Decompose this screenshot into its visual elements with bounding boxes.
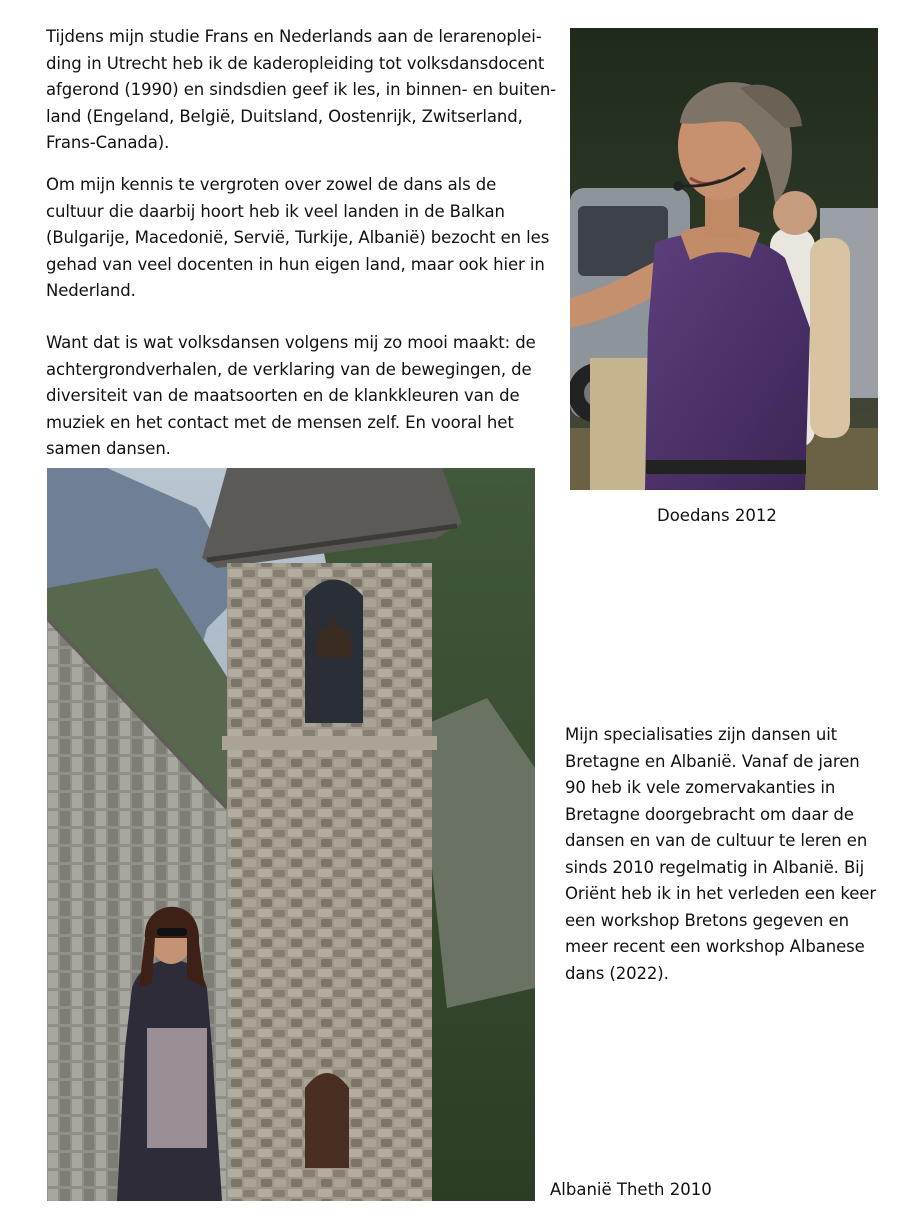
text-line: dans (2022).: [565, 963, 669, 983]
text-line: dansen en van de cultuur te leren en: [565, 831, 868, 850]
photo-theth: [47, 468, 535, 1201]
text-line: diversiteit van de maatsoorten en de klankkleuren van de: [46, 386, 520, 405]
text-line: achtergrondverhalen, de verklaring van de bewegingen, de: [46, 359, 532, 379]
photo-caption-doedans: Doedans 2012: [657, 506, 777, 525]
text-line: Frans-Canada).: [46, 133, 170, 152]
text-line: Want dat is wat volksdansen volgens mij zo mooi maakt: de: [46, 333, 536, 352]
text-line: Om mijn kennis te vergroten over zowel de dans als de: [46, 175, 497, 194]
text-line: cultuur die daarbij hoort heb ik veel landen in de Balkan: [46, 201, 505, 221]
photo-doedans: [570, 28, 878, 490]
text-line: Mijn specialisaties zijn dansen uit: [565, 725, 838, 744]
paragraph-specialisations: [565, 722, 900, 987]
paragraph-intro: [46, 24, 561, 157]
text-line: Tijdens mijn studie Frans en Nederlands aan de lerarenoplei-: [46, 27, 542, 46]
text-line: sinds 2010 regelmatig in Albanië. Bij: [565, 857, 865, 877]
bell-tower-illustration: [47, 468, 535, 1201]
text-line: land (Engeland, België, Duitsland, Oostenrijk, Zwitserland,: [46, 106, 523, 126]
photo-caption-theth: Albanië Theth 2010: [550, 1180, 712, 1199]
text-line: Bretagne en Albanië. Vanaf de jaren: [565, 751, 860, 771]
paragraph-balkan: [46, 172, 561, 305]
text-line: Oriënt heb ik in het verleden een keer: [565, 884, 877, 903]
text-line: muziek en het contact met de mensen zelf. En vooral het: [46, 412, 514, 432]
text-line: ding in Utrecht heb ik de kaderopleiding tot volksdansdocent: [46, 53, 545, 73]
text-line: Bretagne doorgebracht om daar de: [565, 804, 854, 824]
text-line: samen dansen.: [46, 439, 171, 458]
text-line: Nederland.: [46, 281, 136, 300]
text-line: 90 heb ik vele zomervakanties in: [565, 778, 836, 797]
dancer-illustration: [570, 28, 878, 490]
text-line: meer recent een workshop Albanese: [565, 937, 865, 956]
text-line: (Bulgarije, Macedonië, Servië, Turkije, Albanië) bezocht en les: [46, 228, 550, 247]
text-line: gehad van veel docenten in hun eigen land, maar ook hier in: [46, 254, 545, 274]
paragraph-folk-dance: [46, 330, 561, 463]
text-line: afgerond (1990) en sindsdien geef ik les, in binnen- en buiten-: [46, 80, 557, 99]
text-line: een workshop Bretons gegeven en: [565, 910, 849, 930]
